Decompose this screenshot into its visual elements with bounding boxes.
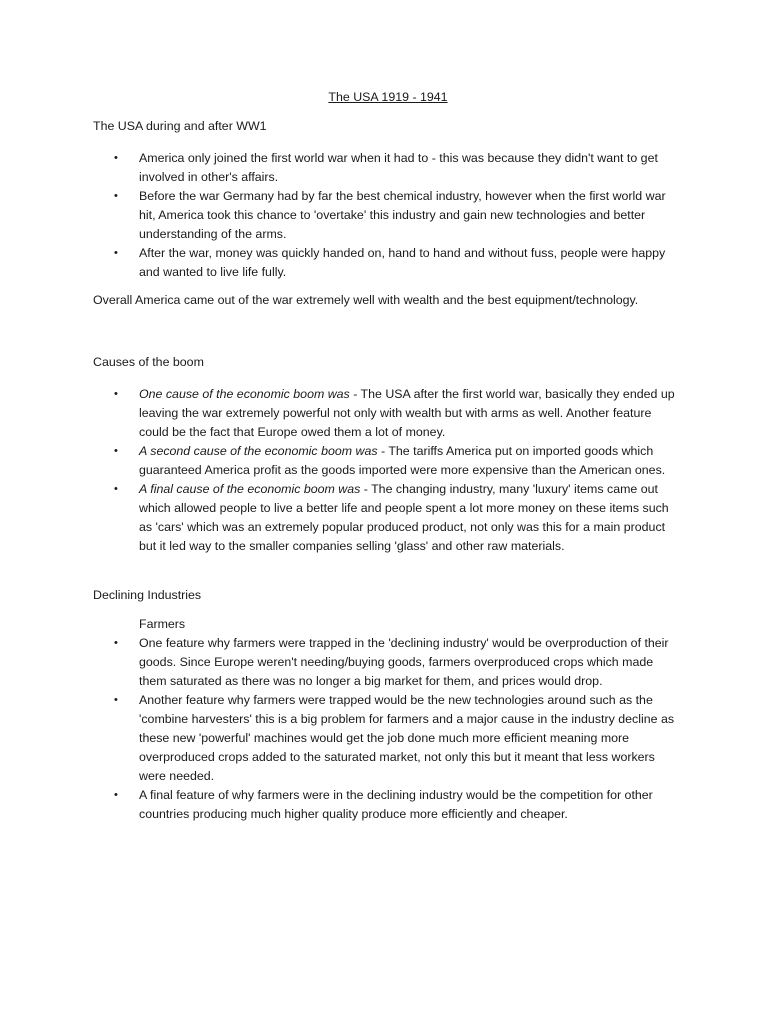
bullet-icon: • [114,694,118,706]
subheading-farmers: Farmers [139,617,186,631]
list-item: • A final feature of why farmers were in the declining industry would be the competition for other countries producing much higher quality produce more efficiently and cheaper. [114,788,653,821]
list-item: • One cause of the economic boom was - The USA after the first world war, basically they ended up leaving the war extremely powerful not only with wealth but with arms as well. Another feature could be the fact that Europe owed them a lot of money. [114,387,675,439]
document-title: The USA 1919 - 1941 [328,90,448,104]
bullet-lead: A final cause of the economic boom was [139,482,361,496]
list-item: • Before the war Germany had by far the best chemical industry, however when the first world war hit, America took this chance to 'overtake' this industry and gain new technologies and better understanding of the arms. [114,189,666,241]
bullet-list-farmers [93,634,683,824]
bullet-icon: • [114,190,118,202]
list-item: • One feature why farmers were trapped in the 'declining industry' would be overproduction of their goods. Since Europe weren't needing/buying goods, farmers overproduced crops which made them saturated as there was no longer a big market for them, and prices would drop. [114,636,669,688]
summary-paragraph: Overall America came out of the war extremely well with wealth and the best equipment/technology. [93,293,639,307]
bullet-icon: • [114,637,118,649]
list-item: • A final cause of the economic boom was - The changing industry, many 'luxury' items came out which allowed people to live a better life and people spent a lot more money on these items such as 'cars' which was an extremely popular produced product, not only was this for a main product but it led way to the smaller companies selling 'glass' and other raw materials. [114,482,669,553]
bullet-list-causes-of-boom [93,385,683,556]
document-page [93,88,683,833]
section-heading-declining-industries: Declining Industries [93,588,202,602]
bullet-icon: • [114,152,118,164]
section-heading-usa-ww1: The USA during and after WW1 [93,119,267,133]
spacer [93,565,683,586]
section-heading-causes-of-boom: Causes of the boom [93,355,204,369]
bullet-icon: • [114,789,118,801]
bullet-icon: • [114,388,118,400]
bullet-icon: • [114,483,118,495]
bullet-lead: One cause of the economic boom was [139,387,350,401]
list-item: • A second cause of the economic boom was - The tariffs America put on imported goods which guaranteed America profit as the goods imported were more expensive than the American ones. [114,444,666,477]
bullet-icon: • [114,445,118,457]
list-item: • America only joined the first world war when it had to - this was because they didn't want to get involved in other's affairs. [114,151,658,184]
bullet-icon: • [114,247,118,259]
list-item: • Another feature why farmers were trapped would be the new technologies around such as the 'combine harvesters' this is a big problem for farmers and a major cause in the industry decline as these new 'powerful' machines would get the job done much more efficient meaning more overproduced crops added to the saturated market, not only this but it meant that less workers were needed. [114,693,675,783]
bullet-list-usa-ww1 [93,149,683,282]
list-item: • After the war, money was quickly handed on, hand to hand and without fuss, people were happy and wanted to live life fully. [114,246,666,279]
bullet-lead: A second cause of the economic boom was [139,444,378,458]
